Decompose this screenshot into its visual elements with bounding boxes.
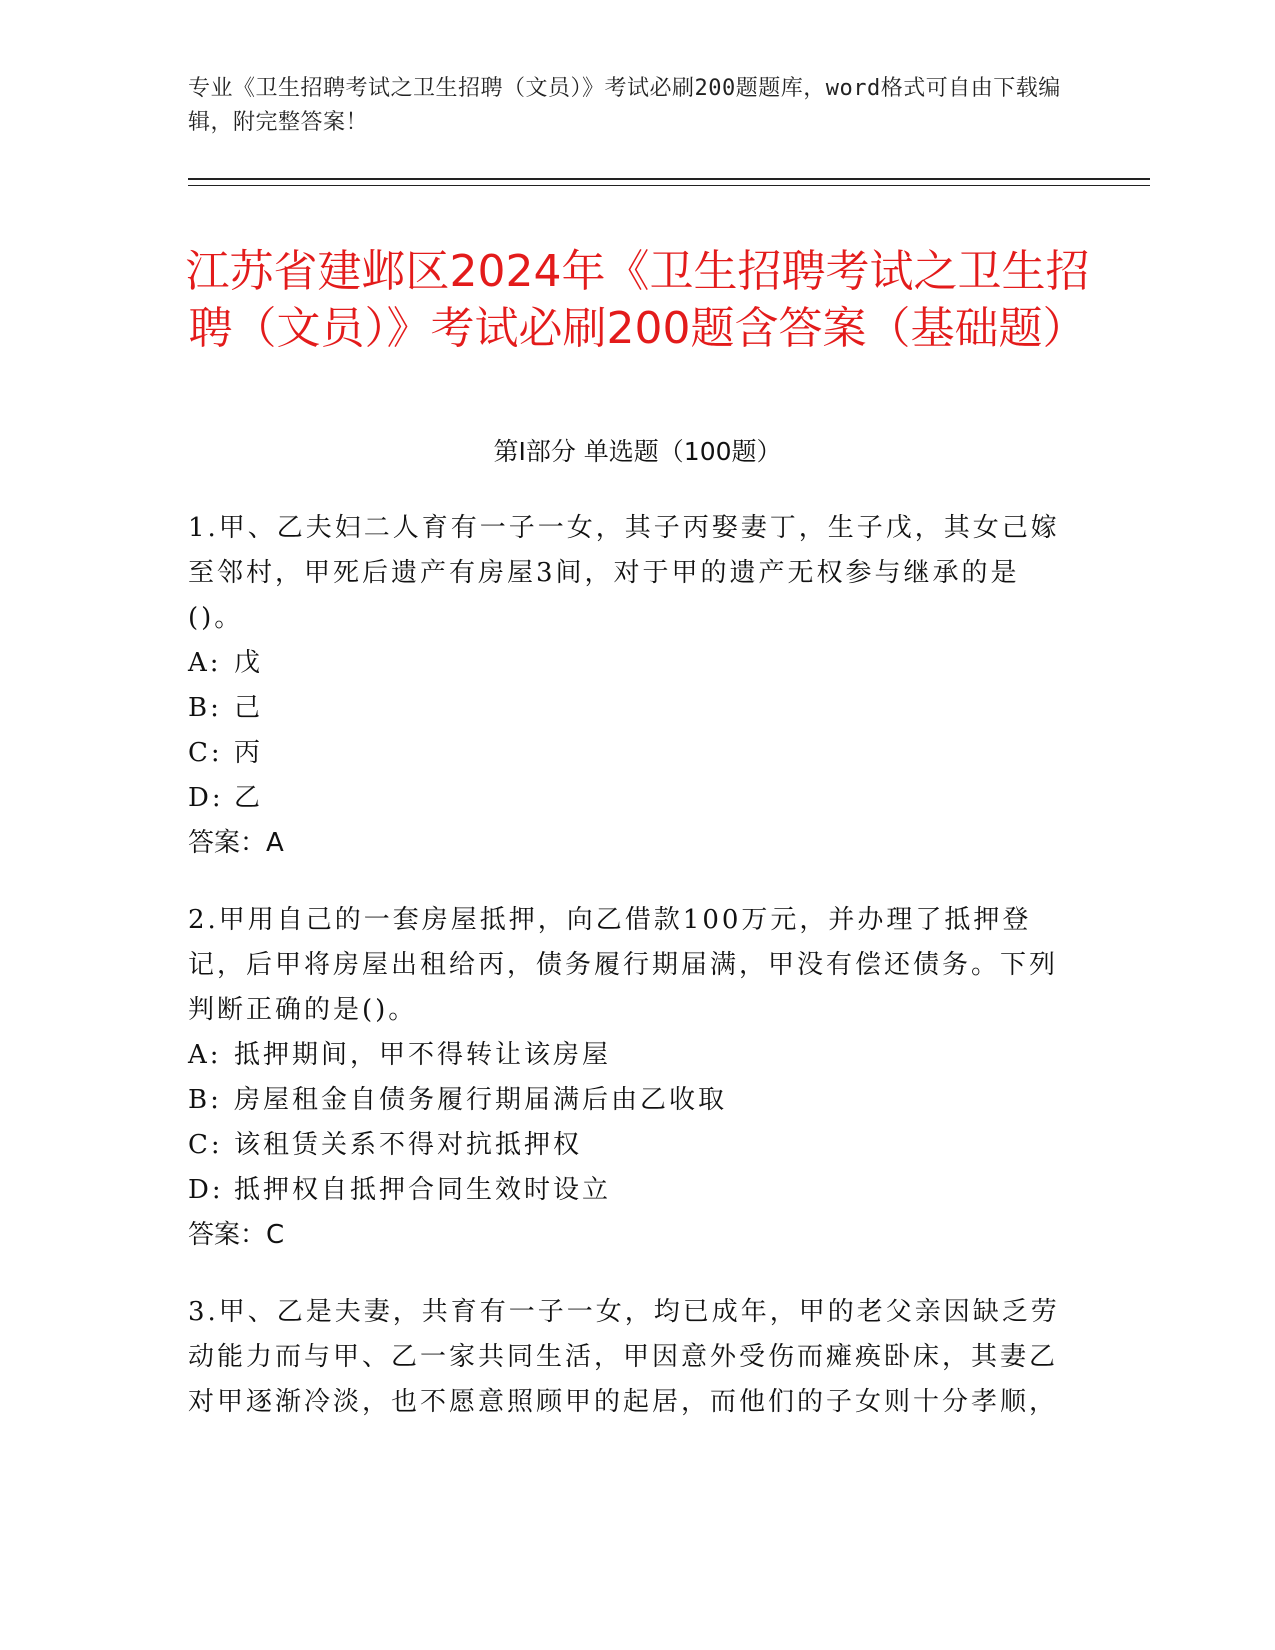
option-letter: B:	[188, 1085, 222, 1115]
option-b	[188, 686, 1068, 731]
answer: 答案：C	[188, 1220, 285, 1250]
option-text: 房屋租金自债务履行期届满后由乙收取	[234, 1085, 728, 1115]
option-text: 丙	[234, 738, 264, 768]
option-b	[188, 1078, 1068, 1123]
question-stem: 3.甲、乙是夫妻，共育有一子一女，均已成年，甲的老父亲因缺乏劳动能力而与甲、乙一家共同生活，甲因意外受伤而瘫痪卧床，其妻乙对甲逐渐冷淡，也不愿意照顾甲的起居，而他们的子女则十分孝顺，	[188, 1297, 1060, 1417]
option-letter: C:	[188, 1130, 223, 1160]
option-text: 乙	[234, 783, 264, 813]
option-letter: A:	[188, 1040, 222, 1070]
option-text: 己	[234, 693, 264, 723]
option-letter: A:	[188, 648, 222, 678]
header-divider-thin	[188, 185, 1150, 186]
option-text: 抵押期间，甲不得转让该房屋	[234, 1040, 612, 1070]
section-title: 第Ⅰ部分 单选题（100题）	[493, 437, 782, 466]
answer: 答案：A	[188, 828, 284, 858]
option-text: 戊	[234, 648, 264, 678]
option-d	[188, 776, 1068, 821]
header-note: 专业《卫生招聘考试之卫生招聘（文员）》考试必刷200题题库，word格式可自由下载编辑，附完整答案！	[188, 76, 1061, 135]
option-a	[188, 1033, 1068, 1078]
question-2	[188, 898, 1068, 1258]
option-letter: D:	[188, 1175, 224, 1205]
document-title: 江苏省建邺区2024年《卫生招聘考试之卫生招聘（文员）》考试必刷200题含答案（基础题）	[185, 246, 1090, 355]
option-c	[188, 731, 1068, 776]
option-a	[188, 641, 1068, 686]
question-stem: 1.甲、乙夫妇二人育有一子一女，其子丙娶妻丁，生子戊，其女己嫁至邻村，甲死后遗产有房屋3间，对于甲的遗产无权参与继承的是()。	[188, 513, 1060, 633]
option-d	[188, 1168, 1068, 1213]
option-letter: D:	[188, 783, 224, 813]
question-3	[188, 1290, 1068, 1425]
option-letter: B:	[188, 693, 222, 723]
question-stem: 2.甲用自己的一套房屋抵押，向乙借款100万元，并办理了抵押登记，后甲将房屋出租给丙，债务履行期届满，甲没有偿还债务。下列判断正确的是()。	[188, 905, 1059, 1025]
option-text: 该租赁关系不得对抗抵押权	[234, 1130, 583, 1160]
question-1	[188, 506, 1068, 866]
option-letter: C:	[188, 738, 223, 768]
header-divider-thick	[188, 178, 1150, 180]
option-c	[188, 1123, 1068, 1168]
option-text: 抵押权自抵押合同生效时设立	[234, 1175, 612, 1205]
